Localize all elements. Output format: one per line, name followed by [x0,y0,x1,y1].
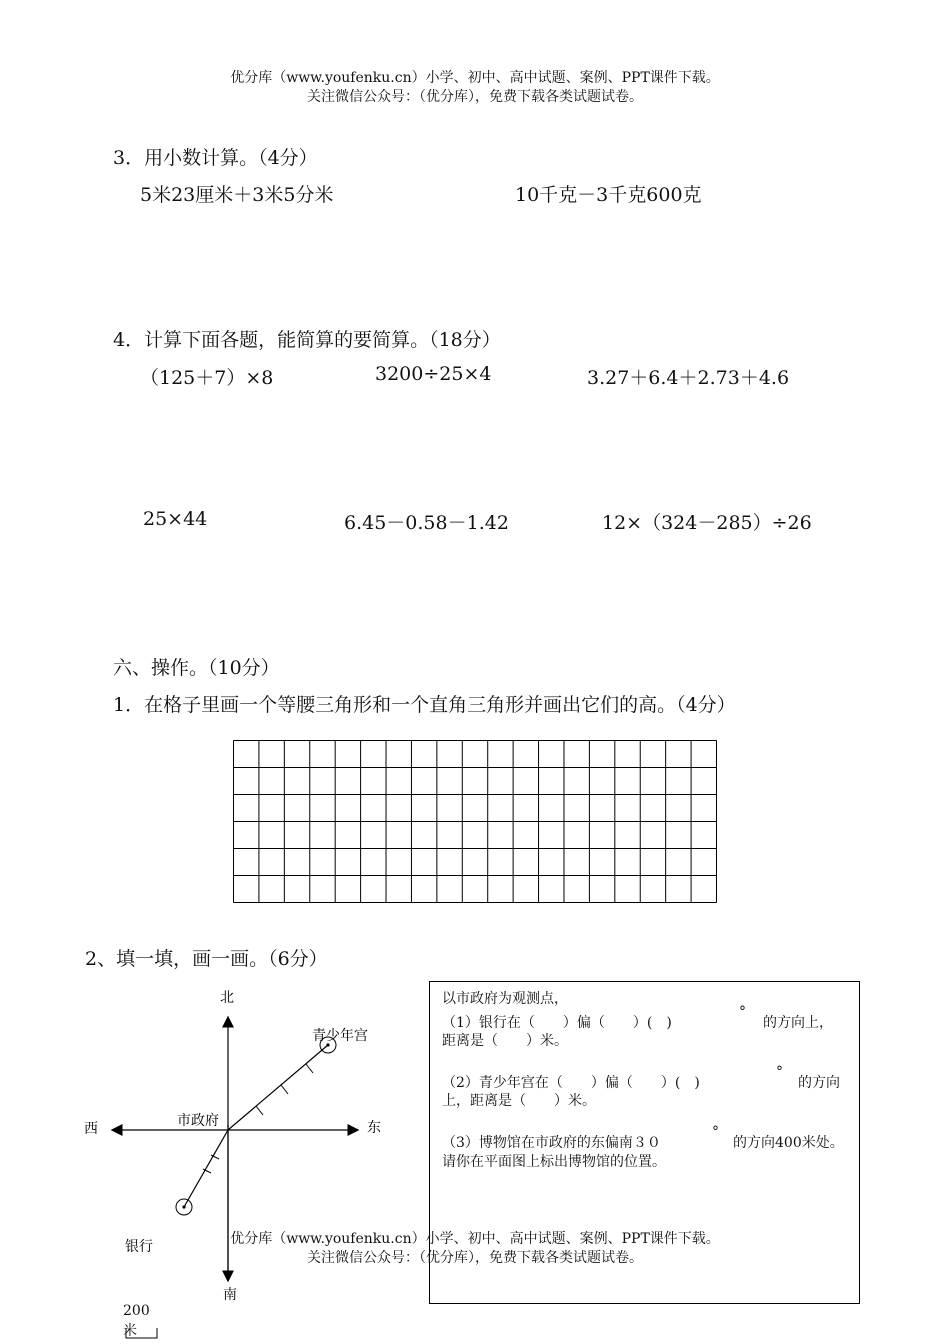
q3-title: 3．用小数计算。（4分） [113,147,318,169]
south-label: 南 [223,1288,237,1303]
box-intro: 以市政府为观测点， [442,991,568,1007]
box-q1-c: 距离是（ ）米。 [442,1033,568,1049]
tick [256,1106,263,1115]
box-q3-b: 的方向400米处。 [733,1135,844,1151]
west-label: 西 [84,1122,98,1137]
q4-r2-c1: 25×44 [143,508,208,530]
box-q1-a: （1）银行在（ ）偏（ ）( ) [442,1015,672,1031]
drawing-grid[interactable] [233,740,717,903]
direction-map[interactable] [80,985,420,1344]
degree-mark: ° [712,1124,719,1140]
q4-r2-c3: 12×（324－285）÷26 [602,512,812,534]
box-q3-c: 请你在平面图上标出博物馆的位置。 [442,1154,666,1170]
section6-q2: 2、填一填，画一画。（6分） [85,948,328,970]
box-q2-c: 上，距离是（ ）米。 [442,1093,596,1109]
north-label: 北 [220,991,234,1006]
q3-item-1: 5米23厘米＋3米5分米 [140,184,334,206]
header-line-1: 优分库（www.youfenku.cn）小学、初中、高中试题、案例、PPT课件下载。 [230,70,720,86]
bank-label: 银行 [125,1240,153,1255]
section6-title: 六、操作。（10分） [113,657,280,679]
q4-r2-c2: 6.45－0.58－1.42 [344,512,509,534]
box-q1-b: 的方向上， [763,1015,833,1031]
footer-line-1: 优分库（www.youfenku.cn）小学、初中、高中试题、案例、PPT课件下载。 [230,1231,720,1247]
q4-title: 4．计算下面各题，能简算的要简算。（18分） [113,329,501,351]
degree-mark: ° [776,1064,783,1080]
footer-line-2: 关注微信公众号：（优分库），免费下载各类试题试卷。 [307,1250,643,1266]
center-label: 市政府 [177,1114,219,1129]
box-q2-a: （2）青少年宫在（ ）偏（ ）( ) [442,1075,700,1091]
east-label: 东 [367,1121,381,1136]
q4-r1-c3: 3.27＋6.4＋2.73＋4.6 [587,367,790,389]
header-line-2: 关注微信公众号：（优分库），免费下载各类试题试卷。 [307,89,643,105]
scale-unit: 米 [123,1323,137,1339]
q4-r1-c1: （125＋7）×8 [140,367,274,389]
degree-mark: ° [739,1004,746,1020]
bank-ray [184,1130,228,1207]
tick [281,1085,288,1094]
youth-palace-label: 青少年宫 [312,1029,368,1044]
box-q2-b: 的方向 [798,1075,840,1091]
scale-value: 200 [123,1303,150,1319]
box-q3-a: （3）博物馆在市政府的东偏南３０ [442,1135,661,1151]
scale-bar [123,1326,163,1340]
youth-palace-ray [228,1045,328,1130]
q4-r1-c2: 3200÷25×4 [375,363,492,385]
tick [306,1064,313,1073]
q3-item-2: 10千克－3千克600克 [515,184,702,206]
section6-q1: 1．在格子里画一个等腰三角形和一个直角三角形并画出它们的高。（4分） [113,694,736,716]
